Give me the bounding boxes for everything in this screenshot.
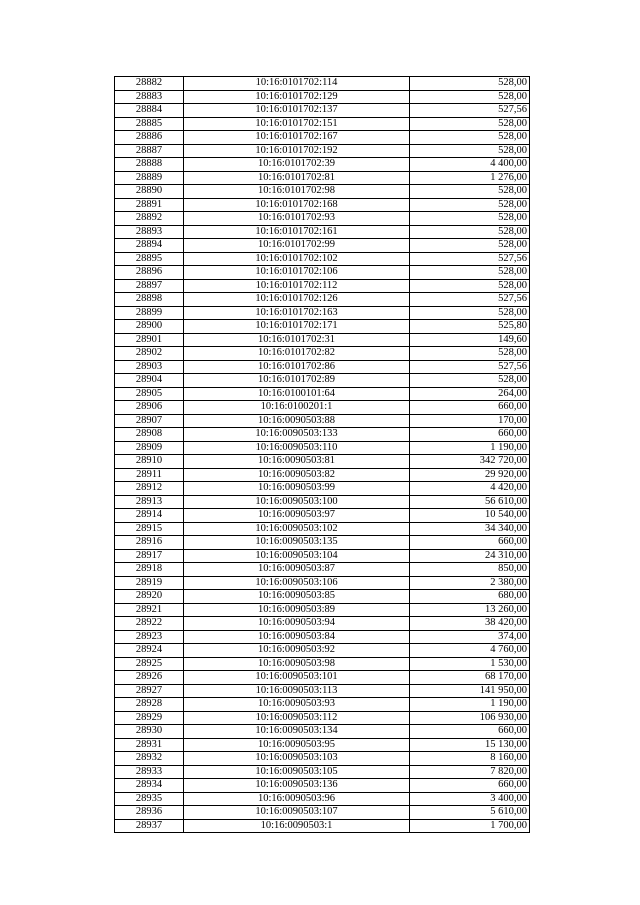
table-row	[115, 657, 530, 671]
row-number-cell: 28888	[115, 158, 184, 172]
row-number-cell: 28934	[115, 779, 184, 793]
value-cell: 528,00	[410, 225, 530, 239]
value-cell: 3 400,00	[410, 792, 530, 806]
cadastral-number-cell: 10:16:0090503:104	[184, 549, 410, 563]
value-cell: 7 820,00	[410, 765, 530, 779]
table-row	[115, 158, 530, 172]
table-row	[115, 428, 530, 442]
cadastral-number-cell: 10:16:0101702:31	[184, 333, 410, 347]
table-row	[115, 725, 530, 739]
value-cell: 56 610,00	[410, 495, 530, 509]
table-row	[115, 333, 530, 347]
row-number-cell: 28884	[115, 104, 184, 118]
table-row	[115, 90, 530, 104]
table-row	[115, 495, 530, 509]
table-body	[115, 77, 530, 833]
table-row	[115, 630, 530, 644]
row-number-cell: 28925	[115, 657, 184, 671]
table-row	[115, 671, 530, 685]
table-row	[115, 509, 530, 523]
cadastral-number-cell: 10:16:0090503:87	[184, 563, 410, 577]
value-cell: 2 380,00	[410, 576, 530, 590]
cadastral-number-cell: 10:16:0090503:95	[184, 738, 410, 752]
cadastral-number-cell: 10:16:0090503:113	[184, 684, 410, 698]
value-cell: 374,00	[410, 630, 530, 644]
table-row	[115, 387, 530, 401]
cadastral-number-cell: 10:16:0090503:97	[184, 509, 410, 523]
table-row	[115, 374, 530, 388]
value-cell: 38 420,00	[410, 617, 530, 631]
value-cell: 660,00	[410, 725, 530, 739]
value-cell: 527,56	[410, 252, 530, 266]
table-row	[115, 77, 530, 91]
value-cell: 527,56	[410, 293, 530, 307]
table-row	[115, 185, 530, 199]
row-number-cell: 28919	[115, 576, 184, 590]
cadastral-number-cell: 10:16:0090503:82	[184, 468, 410, 482]
value-cell: 528,00	[410, 198, 530, 212]
cadastral-number-cell: 10:16:0090503:106	[184, 576, 410, 590]
table-row	[115, 765, 530, 779]
row-number-cell: 28916	[115, 536, 184, 550]
table-row	[115, 792, 530, 806]
table-row	[115, 698, 530, 712]
row-number-cell: 28907	[115, 414, 184, 428]
table-row	[115, 117, 530, 131]
table-row	[115, 401, 530, 415]
table-row	[115, 347, 530, 361]
row-number-cell: 28929	[115, 711, 184, 725]
cadastral-number-cell: 10:16:0090503:98	[184, 657, 410, 671]
cadastral-number-cell: 10:16:0090503:103	[184, 752, 410, 766]
table-row	[115, 360, 530, 374]
cadastral-number-cell: 10:16:0090503:100	[184, 495, 410, 509]
table-row	[115, 752, 530, 766]
table-row	[115, 171, 530, 185]
value-cell: 106 930,00	[410, 711, 530, 725]
table-row	[115, 198, 530, 212]
row-number-cell: 28906	[115, 401, 184, 415]
value-cell: 660,00	[410, 401, 530, 415]
table-row	[115, 617, 530, 631]
cadastral-number-cell: 10:16:0090503:84	[184, 630, 410, 644]
row-number-cell: 28910	[115, 455, 184, 469]
row-number-cell: 28920	[115, 590, 184, 604]
cadastral-number-cell: 10:16:0090503:101	[184, 671, 410, 685]
cadastral-number-cell: 10:16:0100101:64	[184, 387, 410, 401]
table-row	[115, 522, 530, 536]
value-cell: 4 420,00	[410, 482, 530, 496]
row-number-cell: 28933	[115, 765, 184, 779]
value-cell: 13 260,00	[410, 603, 530, 617]
cadastral-number-cell: 10:16:0101702:39	[184, 158, 410, 172]
value-cell: 528,00	[410, 131, 530, 145]
row-number-cell: 28898	[115, 293, 184, 307]
cadastral-number-cell: 10:16:0090503:135	[184, 536, 410, 550]
value-cell: 264,00	[410, 387, 530, 401]
table-row	[115, 779, 530, 793]
row-number-cell: 28895	[115, 252, 184, 266]
value-cell: 527,56	[410, 104, 530, 118]
cadastral-number-cell: 10:16:0101702:93	[184, 212, 410, 226]
cadastral-number-cell: 10:16:0101702:161	[184, 225, 410, 239]
row-number-cell: 28889	[115, 171, 184, 185]
cadastral-number-cell: 10:16:0090503:136	[184, 779, 410, 793]
cadastral-number-cell: 10:16:0101702:137	[184, 104, 410, 118]
row-number-cell: 28936	[115, 806, 184, 820]
row-number-cell: 28912	[115, 482, 184, 496]
value-cell: 660,00	[410, 779, 530, 793]
cadastral-number-cell: 10:16:0101702:102	[184, 252, 410, 266]
cadastral-number-cell: 10:16:0101702:112	[184, 279, 410, 293]
table-row	[115, 239, 530, 253]
cadastral-number-cell: 10:16:0101702:98	[184, 185, 410, 199]
cadastral-number-cell: 10:16:0101702:129	[184, 90, 410, 104]
row-number-cell: 28928	[115, 698, 184, 712]
value-cell: 528,00	[410, 279, 530, 293]
cadastral-number-cell: 10:16:0090503:107	[184, 806, 410, 820]
row-number-cell: 28885	[115, 117, 184, 131]
row-number-cell: 28892	[115, 212, 184, 226]
cadastral-number-cell: 10:16:0101702:99	[184, 239, 410, 253]
row-number-cell: 28924	[115, 644, 184, 658]
table-row	[115, 144, 530, 158]
value-cell: 850,00	[410, 563, 530, 577]
cadastral-value-table	[114, 76, 530, 833]
cadastral-number-cell: 10:16:0090503:93	[184, 698, 410, 712]
table-row	[115, 468, 530, 482]
cadastral-number-cell: 10:16:0090503:92	[184, 644, 410, 658]
value-cell: 1 276,00	[410, 171, 530, 185]
row-number-cell: 28917	[115, 549, 184, 563]
table-row	[115, 306, 530, 320]
row-number-cell: 28901	[115, 333, 184, 347]
cadastral-number-cell: 10:16:0090503:94	[184, 617, 410, 631]
value-cell: 528,00	[410, 212, 530, 226]
value-cell: 4 760,00	[410, 644, 530, 658]
row-number-cell: 28883	[115, 90, 184, 104]
table-row	[115, 266, 530, 280]
value-cell: 528,00	[410, 90, 530, 104]
row-number-cell: 28897	[115, 279, 184, 293]
cadastral-number-cell: 10:16:0101702:163	[184, 306, 410, 320]
value-cell: 342 720,00	[410, 455, 530, 469]
row-number-cell: 28931	[115, 738, 184, 752]
row-number-cell: 28932	[115, 752, 184, 766]
row-number-cell: 28921	[115, 603, 184, 617]
cadastral-number-cell: 10:16:0090503:89	[184, 603, 410, 617]
value-cell: 528,00	[410, 306, 530, 320]
cadastral-number-cell: 10:16:0101702:106	[184, 266, 410, 280]
cadastral-number-cell: 10:16:0090503:96	[184, 792, 410, 806]
table-row	[115, 738, 530, 752]
value-cell: 15 130,00	[410, 738, 530, 752]
value-cell: 528,00	[410, 347, 530, 361]
cadastral-number-cell: 10:16:0101702:167	[184, 131, 410, 145]
table-row	[115, 590, 530, 604]
value-cell: 149,60	[410, 333, 530, 347]
row-number-cell: 28893	[115, 225, 184, 239]
value-cell: 528,00	[410, 117, 530, 131]
value-cell: 527,56	[410, 360, 530, 374]
table-row	[115, 212, 530, 226]
row-number-cell: 28887	[115, 144, 184, 158]
table-row	[115, 563, 530, 577]
value-cell: 141 950,00	[410, 684, 530, 698]
row-number-cell: 28890	[115, 185, 184, 199]
value-cell: 10 540,00	[410, 509, 530, 523]
cadastral-number-cell: 10:16:0101702:114	[184, 77, 410, 91]
value-cell: 528,00	[410, 266, 530, 280]
cadastral-number-cell: 10:16:0090503:85	[184, 590, 410, 604]
cadastral-number-cell: 10:16:0090503:133	[184, 428, 410, 442]
value-cell: 1 190,00	[410, 698, 530, 712]
cadastral-number-cell: 10:16:0101702:82	[184, 347, 410, 361]
row-number-cell: 28937	[115, 819, 184, 833]
value-cell: 34 340,00	[410, 522, 530, 536]
value-cell: 660,00	[410, 428, 530, 442]
row-number-cell: 28927	[115, 684, 184, 698]
cadastral-number-cell: 10:16:0090503:112	[184, 711, 410, 725]
table-row	[115, 806, 530, 820]
value-cell: 68 170,00	[410, 671, 530, 685]
row-number-cell: 28918	[115, 563, 184, 577]
row-number-cell: 28894	[115, 239, 184, 253]
row-number-cell: 28935	[115, 792, 184, 806]
row-number-cell: 28923	[115, 630, 184, 644]
table-row	[115, 441, 530, 455]
value-cell: 8 160,00	[410, 752, 530, 766]
table-row	[115, 576, 530, 590]
row-number-cell: 28915	[115, 522, 184, 536]
table-row	[115, 711, 530, 725]
value-cell: 528,00	[410, 144, 530, 158]
value-cell: 29 920,00	[410, 468, 530, 482]
value-cell: 5 610,00	[410, 806, 530, 820]
row-number-cell: 28886	[115, 131, 184, 145]
row-number-cell: 28913	[115, 495, 184, 509]
table-row	[115, 536, 530, 550]
table-row	[115, 603, 530, 617]
cadastral-number-cell: 10:16:0090503:134	[184, 725, 410, 739]
value-cell: 528,00	[410, 77, 530, 91]
cadastral-number-cell: 10:16:0090503:105	[184, 765, 410, 779]
table-row	[115, 252, 530, 266]
value-cell: 680,00	[410, 590, 530, 604]
row-number-cell: 28908	[115, 428, 184, 442]
table-row	[115, 320, 530, 334]
cadastral-number-cell: 10:16:0100201:1	[184, 401, 410, 415]
cadastral-number-cell: 10:16:0101702:126	[184, 293, 410, 307]
value-cell: 24 310,00	[410, 549, 530, 563]
cadastral-number-cell: 10:16:0101702:86	[184, 360, 410, 374]
row-number-cell: 28909	[115, 441, 184, 455]
row-number-cell: 28903	[115, 360, 184, 374]
value-cell: 525,80	[410, 320, 530, 334]
cadastral-number-cell: 10:16:0101702:151	[184, 117, 410, 131]
value-cell: 1 530,00	[410, 657, 530, 671]
value-cell: 528,00	[410, 185, 530, 199]
table-row	[115, 684, 530, 698]
table-row	[115, 414, 530, 428]
row-number-cell: 28900	[115, 320, 184, 334]
row-number-cell: 28926	[115, 671, 184, 685]
table-row	[115, 225, 530, 239]
row-number-cell: 28914	[115, 509, 184, 523]
table-row	[115, 131, 530, 145]
cadastral-number-cell: 10:16:0090503:110	[184, 441, 410, 455]
cadastral-number-cell: 10:16:0090503:102	[184, 522, 410, 536]
cadastral-number-cell: 10:16:0101702:89	[184, 374, 410, 388]
cadastral-number-cell: 10:16:0101702:168	[184, 198, 410, 212]
cadastral-number-cell: 10:16:0090503:81	[184, 455, 410, 469]
row-number-cell: 28896	[115, 266, 184, 280]
cadastral-number-cell: 10:16:0101702:81	[184, 171, 410, 185]
table-row	[115, 819, 530, 833]
cadastral-number-cell: 10:16:0090503:1	[184, 819, 410, 833]
row-number-cell: 28902	[115, 347, 184, 361]
cadastral-number-cell: 10:16:0090503:99	[184, 482, 410, 496]
value-cell: 1 700,00	[410, 819, 530, 833]
row-number-cell: 28904	[115, 374, 184, 388]
row-number-cell: 28922	[115, 617, 184, 631]
value-cell: 528,00	[410, 239, 530, 253]
table-row	[115, 644, 530, 658]
cadastral-number-cell: 10:16:0101702:171	[184, 320, 410, 334]
table-row	[115, 549, 530, 563]
value-cell: 660,00	[410, 536, 530, 550]
table-row	[115, 482, 530, 496]
value-cell: 170,00	[410, 414, 530, 428]
value-cell: 4 400,00	[410, 158, 530, 172]
row-number-cell: 28911	[115, 468, 184, 482]
value-cell: 1 190,00	[410, 441, 530, 455]
cadastral-number-cell: 10:16:0090503:88	[184, 414, 410, 428]
row-number-cell: 28891	[115, 198, 184, 212]
cadastral-number-cell: 10:16:0101702:192	[184, 144, 410, 158]
table-row	[115, 455, 530, 469]
row-number-cell: 28899	[115, 306, 184, 320]
row-number-cell: 28882	[115, 77, 184, 91]
row-number-cell: 28905	[115, 387, 184, 401]
table-row	[115, 279, 530, 293]
table-row	[115, 293, 530, 307]
value-cell: 528,00	[410, 374, 530, 388]
row-number-cell: 28930	[115, 725, 184, 739]
table-row	[115, 104, 530, 118]
